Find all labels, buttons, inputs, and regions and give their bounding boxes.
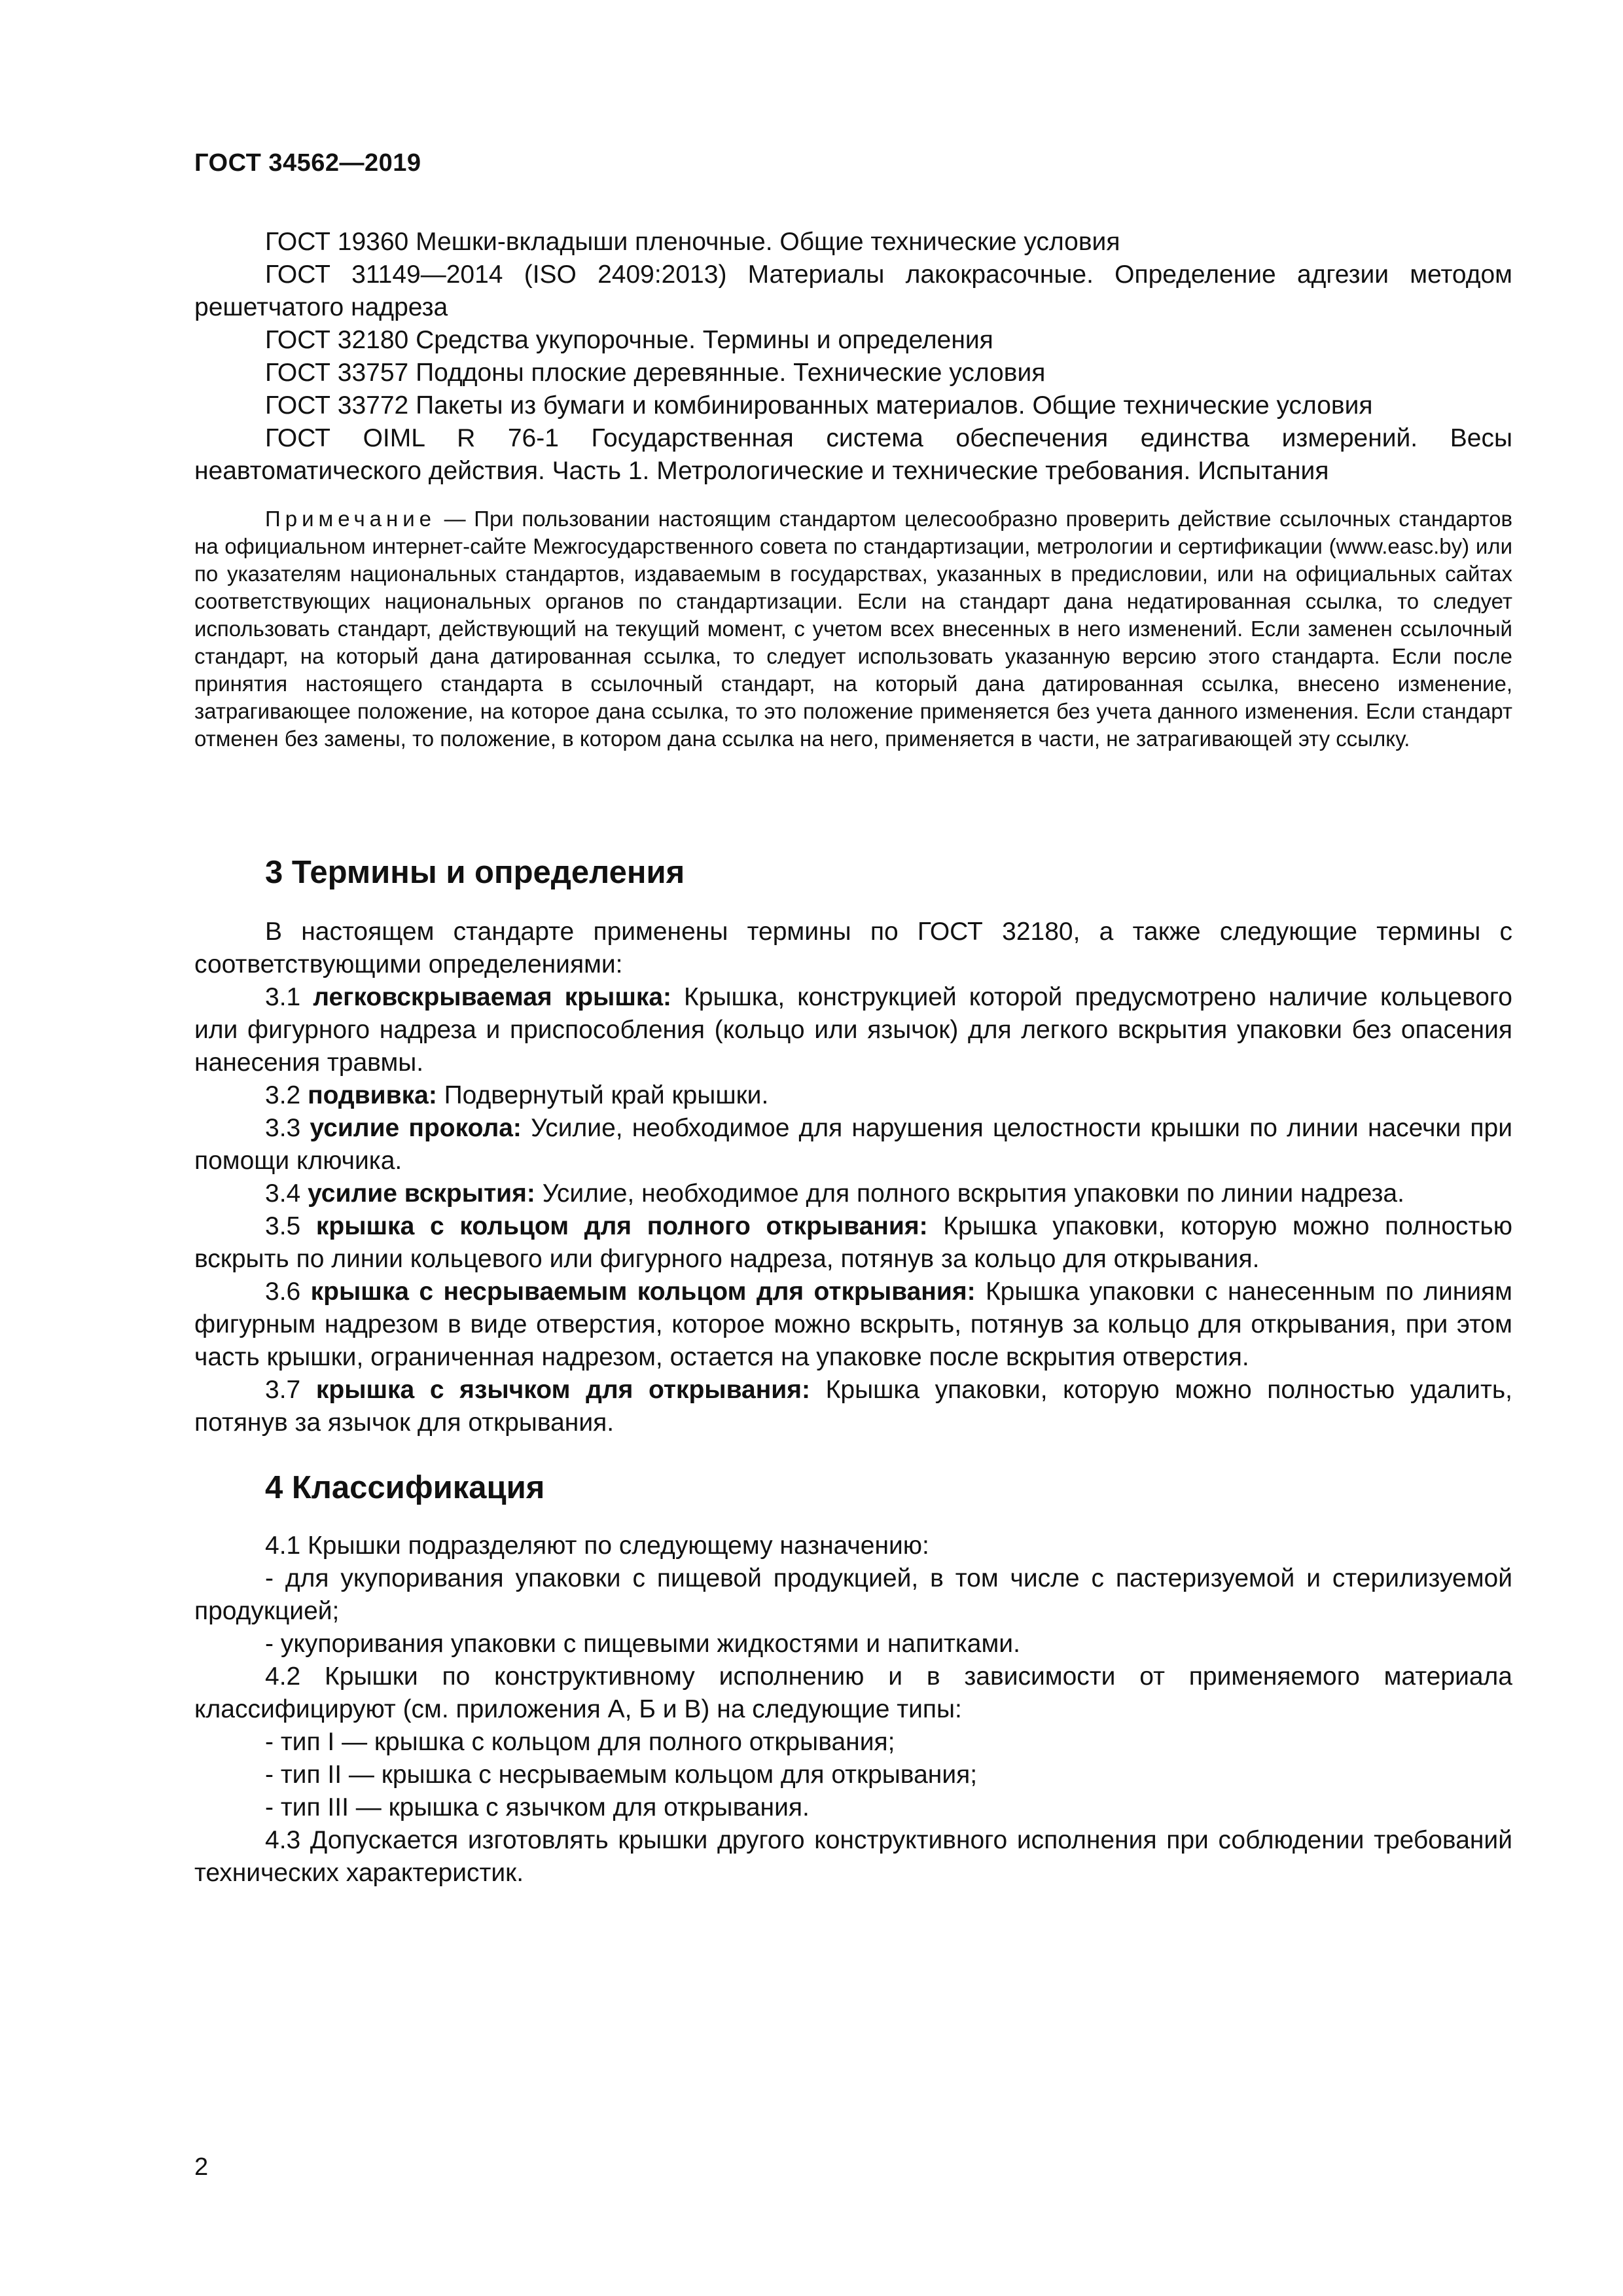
list-item: - тип III — крышка с язычком для открывания. bbox=[265, 1793, 810, 1821]
reference-item: ГОСТ 31149—2014 (ISO 2409:2013) Материалы лакокрасочные. Определение адгезии методом решетчатого надреза bbox=[194, 260, 1512, 321]
note-label: Примечание bbox=[265, 507, 437, 531]
note-text: — При пользовании настоящим стандартом целесообразно проверить действие ссылочных стандартов на официальном интернет-сайте Межгосударственного совета по стандартизации, метрологии и сертификации (www.easc.by) или по указателям национальных стандартов, издаваемым в государствах, указанных в предисловии, или на официальных сайтах соответствующих национальных органов по стандартизации. Если на стандарт дана недатированная ссылка, то следует использовать стандарт, действующий на текущий момент, с учетом всех внесенных в него изменений. Если заменен ссылочный стандарт, на который дана датированная ссылка, то следует использовать указанную версию этого стандарта. Если после принятия настоящего стандарта в ссылочный стандарт, на который дана датированная ссылка, внесено изменение, затрагивающее положение, на которое дана ссылка, то это положение применяется без учета данного изменения. Если стандарт отменен без замены, то положение, в котором дана ссылка на него, применяется в части, не затрагивающей эту ссылку. bbox=[194, 507, 1512, 751]
list-item: - для укупоривания упаковки с пищевой продукцией, в том числе с пастеризуемой и стерилизуемой продукцией; bbox=[194, 1564, 1512, 1625]
term-name: подвивка: bbox=[308, 1081, 437, 1109]
list-item: - укупоривания упаковки с пищевыми жидкостями и напитками. bbox=[265, 1630, 1020, 1658]
term-definition: 3.7 крышка с язычком для открывания: Крышка упаковки, которую можно полностью удалить, потянув за язычок для открывания. bbox=[194, 1376, 1512, 1437]
term-definition: 3.5 крышка с кольцом для полного открывания: Крышка упаковки, которую можно полностью вскрыть по линии кольцевого или фигурного надреза, потянув за кольцо для открывания. bbox=[194, 1212, 1512, 1273]
list-item: - тип II — крышка с несрываемым кольцом для открывания; bbox=[265, 1761, 978, 1789]
note-block bbox=[194, 505, 1512, 753]
list-item: - тип I — крышка с кольцом для полного открывания; bbox=[265, 1728, 895, 1756]
reference-item: ГОСТ 33772 Пакеты из бумаги и комбинированных материалов. Общие технические условия bbox=[265, 391, 1373, 420]
term-name: усилие вскрытия: bbox=[308, 1179, 535, 1208]
term-name: усилие прокола: bbox=[310, 1114, 522, 1142]
references-list bbox=[194, 226, 1512, 488]
reference-item: ГОСТ 32180 Средства укупорочные. Термины и определения bbox=[265, 326, 993, 354]
section-title: 4 Классификация bbox=[265, 1470, 545, 1505]
term-definition: 3.3 усилие прокола: Усилие, необходимое для нарушения целостности крышки по линии насечки при помощи ключика. bbox=[194, 1114, 1513, 1175]
document-header: ГОСТ 34562—2019 bbox=[194, 149, 421, 177]
term-name: крышка с несрываемым кольцом для открывания: bbox=[310, 1278, 976, 1306]
reference-item: ГОСТ 19360 Мешки-вкладыши пленочные. Общие технические условия bbox=[265, 228, 1120, 256]
section-4 bbox=[194, 1469, 1512, 1890]
page-number: 2 bbox=[194, 2153, 209, 2181]
section-intro: В настоящем стандарте применены термины по ГОСТ 32180, а также следующие термины с соответствующими определениями: bbox=[194, 918, 1512, 978]
section-title: 3 Термины и определения bbox=[265, 855, 685, 890]
term-name: легковскрываемая крышка: bbox=[313, 983, 672, 1011]
section-3 bbox=[194, 854, 1512, 1439]
paragraph: 4.3 Допускается изготовлять крышки другого конструктивного исполнения при соблюдении требований технических характеристик. bbox=[194, 1826, 1512, 1887]
paragraph: 4.1 Крышки подразделяют по следующему назначению: bbox=[265, 1532, 929, 1560]
term-definition: 3.6 крышка с несрываемым кольцом для открывания: Крышка упаковки с нанесенным по линиям фигурным надрезом в виде отверстия, которое можно вскрыть, потянув за кольцо для открывания, при этом часть крышки, ограниченная надрезом, остается на упаковке после вскрытия отверстия. bbox=[194, 1278, 1512, 1371]
note-paragraph bbox=[194, 505, 1512, 753]
term-definition: 3.4 усилие вскрытия: Усилие, необходимое для полного вскрытия упаковки по линии надреза. bbox=[265, 1179, 1404, 1208]
reference-item: ГОСТ OIML R 76-1 Государственная система обеспечения единства измерений. Весы неавтоматического действия. Часть 1. Метрологические и технические требования. Испытания bbox=[194, 424, 1512, 485]
paragraph: 4.2 Крышки по конструктивному исполнению и в зависимости от применяемого материала классифицируют (см. приложения А, Б и В) на следующие типы: bbox=[194, 1662, 1512, 1723]
term-name: крышка с кольцом для полного открывания: bbox=[315, 1212, 928, 1240]
reference-item: ГОСТ 33757 Поддоны плоские деревянные. Технические условия bbox=[265, 359, 1046, 387]
term-name: крышка с язычком для открывания: bbox=[315, 1376, 811, 1404]
term-definition: 3.1 легковскрываемая крышка: Крышка, конструкцией которой предусмотрено наличие кольцевого или фигурного надреза и приспособления (кольцо или язычок) для легкого вскрытия упаковки без опасения нанесения травмы. bbox=[194, 983, 1512, 1077]
term-definition: 3.2 подвивка: Подвернутый край крышки. bbox=[265, 1081, 769, 1109]
